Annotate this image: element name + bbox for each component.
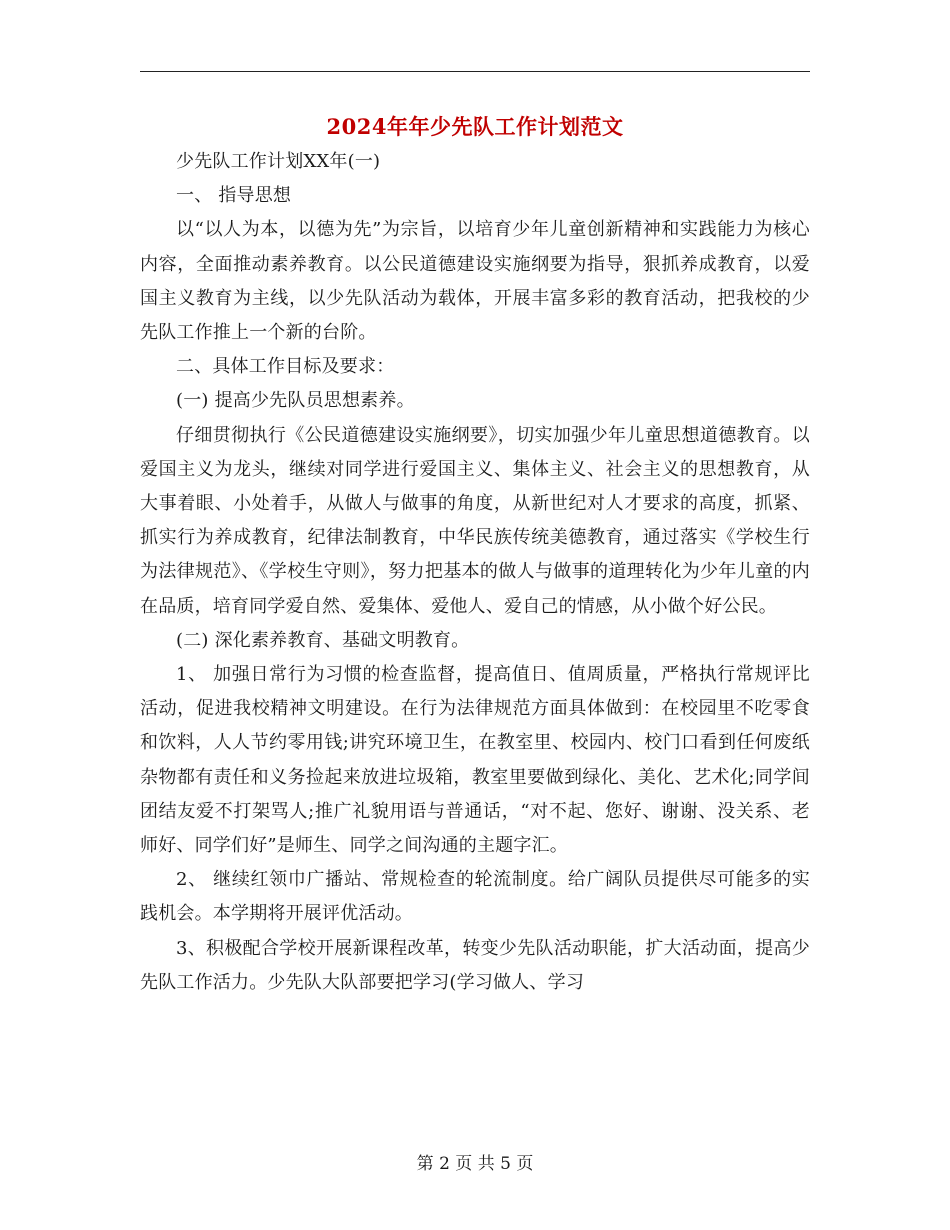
paragraph-subtitle: 少先队工作计划XX年(一) (176, 151, 381, 172)
paragraph-ideological-education: 仔细贯彻执行《公民道德建设实施纲要》，切实加强少年儿童思想道德教育。以爱国主义为龙头，继续对同学进行爱国主义、集体主义、社会主义的思想教育，从大事着眼、小处着手，从做人与做事的角度，从新世纪对人才要求的高度，抓紧、抓实行为养成教育，纪律法制教育，中华民族传统美德教育，通过落实《学校生行为法律规范》、《学校生守则》，努力把基本的做人与做事的道理转化为少年儿童的内在品质，培育同学爱自然、爱集体、爱他人、爱自己的情感，从小做个好公民。 (140, 424, 810, 617)
document-title: 2024年年少先队工作计划范文 (326, 114, 624, 139)
page-footer: 第 2 页 共 5 页 (416, 1154, 534, 1174)
paragraph-item-3: 3、积极配合学校开展新课程改革，转变少先队活动职能，扩大活动面，提高少先队工作活力。少先队大队部要把学习(学习做人、学习 (140, 937, 810, 993)
paragraph-item-1: 1、 加强日常行为习惯的检查监督，提高值日、值周质量，严格执行常规评比活动，促进我校精神文明建设。在行为法律规范方面具体做到：在校园里不吃零食和饮料，人人节约零用钱;讲究环境卫生，在教室里、校园内、校门口看到任何废纸杂物都有责任和义务捡起来放进垃圾箱，教室里要做到绿化、美化、艺术化;同学间团结友爱不打架骂人;推广礼貌用语与普通话，“对不起、您好、谢谢、没关系、老师好、同学们好”是师生、同学之间沟通的主题字汇。 (140, 664, 810, 857)
paragraph-guiding-ideology: 以“以人为本，以德为先”为宗旨，以培育少年儿童创新精神和实践能力为核心内容，全面推动素养教育。以公民道德建设实施纲要为指导，狠抓养成教育，以爱国主义教育为主线，以少先队活动为载体，开展丰富多彩的教育活动，把我校的少先队工作推上一个新的台阶。 (140, 219, 810, 344)
paragraph-heading-guiding-ideology: 一、 指导思想 (176, 185, 292, 207)
paragraph-heading-ideological-quality: (一) 提高少先队员思想素养。 (176, 390, 415, 412)
paragraph-heading-work-goals: 二、具体工作目标及要求： (176, 356, 395, 378)
paragraph-item-2: 2、 继续红领巾广播站、常规检查的轮流制度。给广阔队员提供尽可能多的实践机会。本学期将开展评优活动。 (140, 869, 810, 925)
header-rule (140, 71, 810, 72)
paragraph-heading-quality-education: (二) 深化素养教育、基础文明教育。 (176, 629, 470, 651)
document-body (140, 145, 810, 1000)
